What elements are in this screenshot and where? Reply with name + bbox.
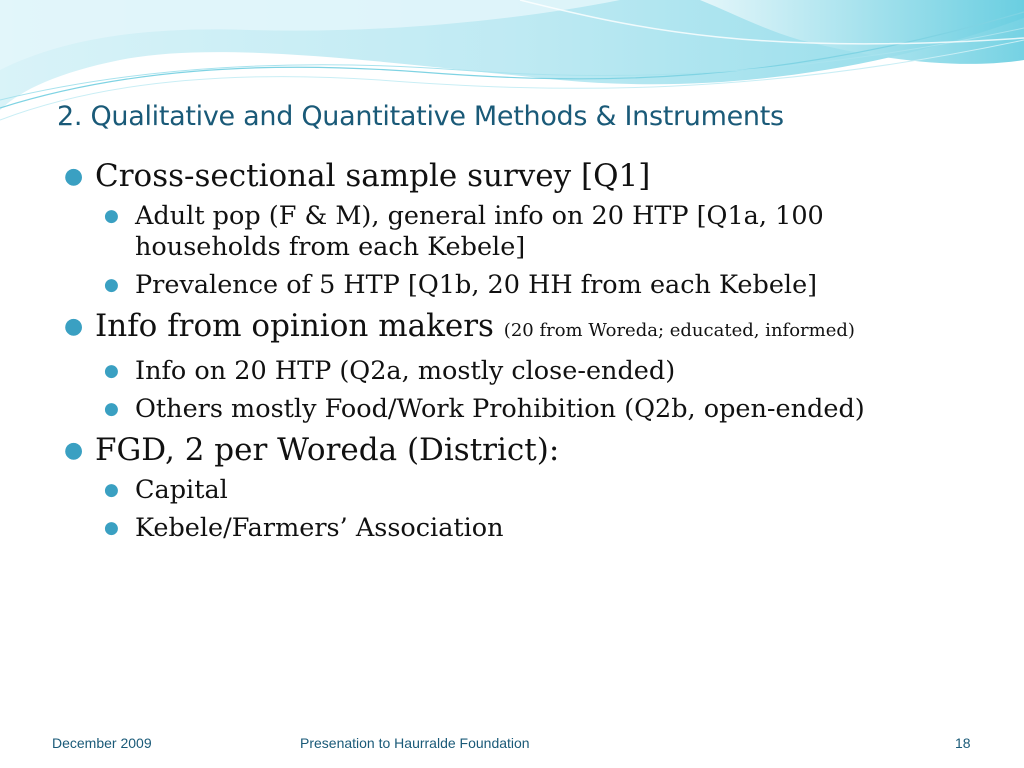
bullet-text: Info from opinion makers (95, 308, 494, 344)
sub-bullet-item (104, 270, 934, 301)
round-bullet-icon: ● (64, 438, 84, 463)
bullet-item-fgd (64, 432, 934, 468)
round-bullet-icon: ● (104, 275, 119, 295)
round-bullet-icon: ● (104, 361, 119, 381)
round-bullet-icon: ● (64, 314, 84, 339)
sub-bullet-item (104, 513, 934, 544)
bullet-item-survey (64, 158, 934, 194)
round-bullet-icon: ● (104, 206, 119, 226)
footer-page-number: 18 (955, 735, 971, 751)
sub-bullet-text: Capital (135, 475, 228, 505)
footer-date: December 2009 (52, 735, 152, 751)
sub-bullet-text: Adult pop (F & M), general info on 20 HTP [Q1a, 100 households from each Kebele] (135, 201, 824, 262)
sub-bullet-item (104, 394, 934, 425)
round-bullet-icon: ● (104, 518, 119, 538)
sub-bullet-item (104, 475, 934, 506)
sub-bullet-item (104, 201, 934, 263)
bullet-item-opinion-makers (64, 308, 934, 349)
bullet-note: (20 from Woreda; educated, informed) (503, 320, 855, 341)
sub-bullet-text: Info on 20 HTP (Q2a, mostly close-ended) (135, 356, 676, 386)
sub-bullet-text: Kebele/Farmers’ Association (135, 513, 504, 543)
round-bullet-icon: ● (104, 399, 119, 419)
bullet-text: Cross-sectional sample survey [Q1] (95, 158, 651, 194)
sub-bullet-item (104, 356, 934, 387)
slide-body (64, 158, 934, 544)
sub-bullet-text: Prevalence of 5 HTP [Q1b, 20 HH from each Kebele] (135, 270, 818, 300)
sub-bullet-text: Others mostly Food/Work Prohibition (Q2b, open-ended) (135, 394, 865, 424)
footer-presentation-title: Presenation to Haurralde Foundation (300, 735, 530, 751)
round-bullet-icon: ● (104, 480, 119, 500)
round-bullet-icon: ● (64, 164, 84, 189)
slide-title: 2. Qualitative and Quantitative Methods & Instruments (57, 101, 784, 132)
bullet-text: FGD, 2 per Woreda (District): (95, 432, 560, 468)
